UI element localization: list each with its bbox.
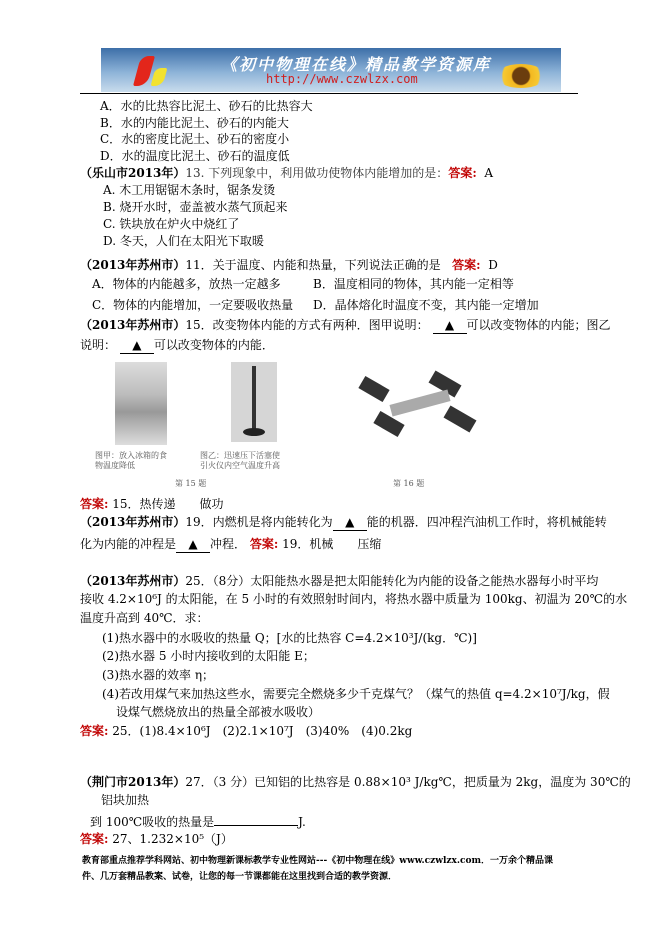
option: D. 冬天，人们在太阳光下取暖 <box>103 234 264 248</box>
figure-fridge-image <box>115 362 167 445</box>
answer: 27、1.232×10⁵（J） <box>112 832 233 846</box>
stem: 说明： <box>80 338 117 352</box>
stem: 可以改变物体的内能；图乙 <box>466 318 611 332</box>
stem: 可以改变物体的内能． <box>153 338 274 352</box>
stem-cont: 到 100℃吸收的热量是 J. <box>90 815 306 829</box>
answer-blank <box>214 825 298 826</box>
source: （乐山市2013年） <box>80 166 186 180</box>
banner-url[interactable]: http://www.czwlzx.com <box>266 72 418 86</box>
stem: 冲程． <box>210 537 247 551</box>
sub-question: (1)热水器中的水吸收的热量 Q；[水的比热容 C=4.2×10³J/(kg．℃)] <box>102 631 477 645</box>
answer-label: 答案: <box>80 832 109 846</box>
answer-blank: ▲ <box>433 317 467 334</box>
site-banner <box>101 48 561 92</box>
stem: 接收 4.2×10⁶J 的太阳能，在 5 小时的有效照射时间内，将热水器中质量为 100kg、初温为 20℃的水 <box>80 592 628 606</box>
answer-27 <box>80 831 233 847</box>
answer-label: 答案: <box>448 166 477 180</box>
figure-spacecraft-image <box>355 372 480 442</box>
sub-question: (4)若改用煤气来加热这些水，需要完全燃烧多少千克煤气？（煤气的热值 q=4.2×10⁷J/kg，假 <box>102 687 610 701</box>
source: （2013年苏州市） <box>80 258 186 272</box>
option: B．温度相同的物体，其内能一定相等 <box>313 277 514 291</box>
stem: 11．关于温度、内能和热量，下列说法正确的是 <box>185 258 441 272</box>
answer-25 <box>80 723 412 739</box>
answer: A <box>484 166 494 180</box>
sub-question: 设煤气燃烧放出的热量全部被水吸收） <box>116 705 321 719</box>
figure-caption: 图乙：迅速压下活塞使 引火仪内空气温度升高 <box>200 451 280 470</box>
option: B. 烧开水时，壶盖被水蒸气顶起来 <box>103 200 288 214</box>
stem: 25．（8分）太阳能热水器是把太阳能转化为内能的设备之能热水器每小时平均 <box>185 574 599 588</box>
source: （2013年苏州市） <box>80 574 186 588</box>
source: （2013年苏州市） <box>80 318 186 332</box>
option: D．晶体熔化时温度不变，其内能一定增加 <box>313 298 539 312</box>
option: C．物体的内能增加，一定要吸收热量 <box>92 298 294 312</box>
answer: D <box>488 258 498 272</box>
question-19-cont <box>80 536 381 553</box>
banner-title: 《初中物理在线》精品教学资源库 <box>221 55 492 74</box>
stem: 铝块加热 <box>101 793 150 807</box>
sunflower-icon <box>496 64 546 88</box>
answer: 25．(1)8.4×10⁶J (2)2.1×10⁷J (3)40% (4)0.2kg <box>112 724 413 738</box>
stem: 化为内能的冲程是 <box>80 537 177 551</box>
stem: 19．内燃机是将内能转化为 <box>185 515 333 529</box>
answer-label: 答案: <box>452 258 481 272</box>
footer-line: 教育部重点推荐学科网站、初中物理新课标教学专业性网站---《初中物理在线》www.czwlzx.com．一万余个精品课 <box>82 856 554 866</box>
question-11 <box>80 257 498 273</box>
question-15 <box>80 317 611 334</box>
figure-caption: 图甲：放入冰箱的食 物温度降低 <box>95 451 167 470</box>
question-25 <box>80 573 598 589</box>
question-19 <box>80 514 607 531</box>
answer-blank: ▲ <box>120 337 154 354</box>
answer-blank: ▲ <box>333 514 367 531</box>
stem: 15．改变物体内能的方式有两种．图甲说明： <box>185 318 429 332</box>
question-27 <box>80 774 631 790</box>
logo-icon-yellow <box>151 68 168 86</box>
source: （荆门市2013年） <box>80 775 186 789</box>
option: D．水的温度比泥土、砂石的温度低 <box>100 149 290 163</box>
question-13 <box>80 165 493 181</box>
footer-line: 件、几万套精品教案、试卷，让您的每一节课都能在这里找到合适的教学资源． <box>82 872 398 882</box>
question-15-cont <box>80 337 274 354</box>
option: B．水的内能比泥土、砂石的内能大 <box>100 116 289 130</box>
answer-15 <box>80 496 224 512</box>
header-rule <box>80 93 578 94</box>
option: C. 铁块放在炉火中烧红了 <box>103 217 240 231</box>
answer-blank: ▲ <box>176 536 210 553</box>
figure-piston-image <box>231 362 277 442</box>
stem: 温度升高到 40℃．求： <box>80 611 209 625</box>
option: A．物体的内能越多，放热一定越多 <box>92 277 281 291</box>
option: A. 木工用锯锯木条时，锯条发烫 <box>103 183 276 197</box>
answer: 19．机械 压缩 <box>282 537 382 551</box>
answer-label: 答案: <box>249 537 279 551</box>
stem: 能的机器．四冲程汽油机工作时，将机械能转 <box>366 515 607 529</box>
sub-question: (3)热水器的效率 η； <box>102 668 215 682</box>
figure-label: 第 16 题 <box>393 479 425 488</box>
figure-label: 第 15 题 <box>175 479 207 488</box>
answer-label: 答案: <box>80 497 109 511</box>
source: （2013年苏州市） <box>80 515 186 529</box>
option: A．水的比热容比泥土、砂石的比热容大 <box>100 99 313 113</box>
answer: 15．热传递 做功 <box>112 497 224 511</box>
option: C．水的密度比泥土、砂石的密度小 <box>100 132 290 146</box>
sub-question: (2)热水器 5 小时内接收到的太阳能 E； <box>102 649 315 663</box>
answer-label: 答案: <box>80 724 109 738</box>
stem: 27．（3 分）已知铝的比热容是 0.88×10³ J/kg℃，把质量为 2kg，温度为 30℃的 <box>185 775 631 789</box>
stem: 13. 下列现象中，利用做功使物体内能增加的是： <box>185 166 449 180</box>
